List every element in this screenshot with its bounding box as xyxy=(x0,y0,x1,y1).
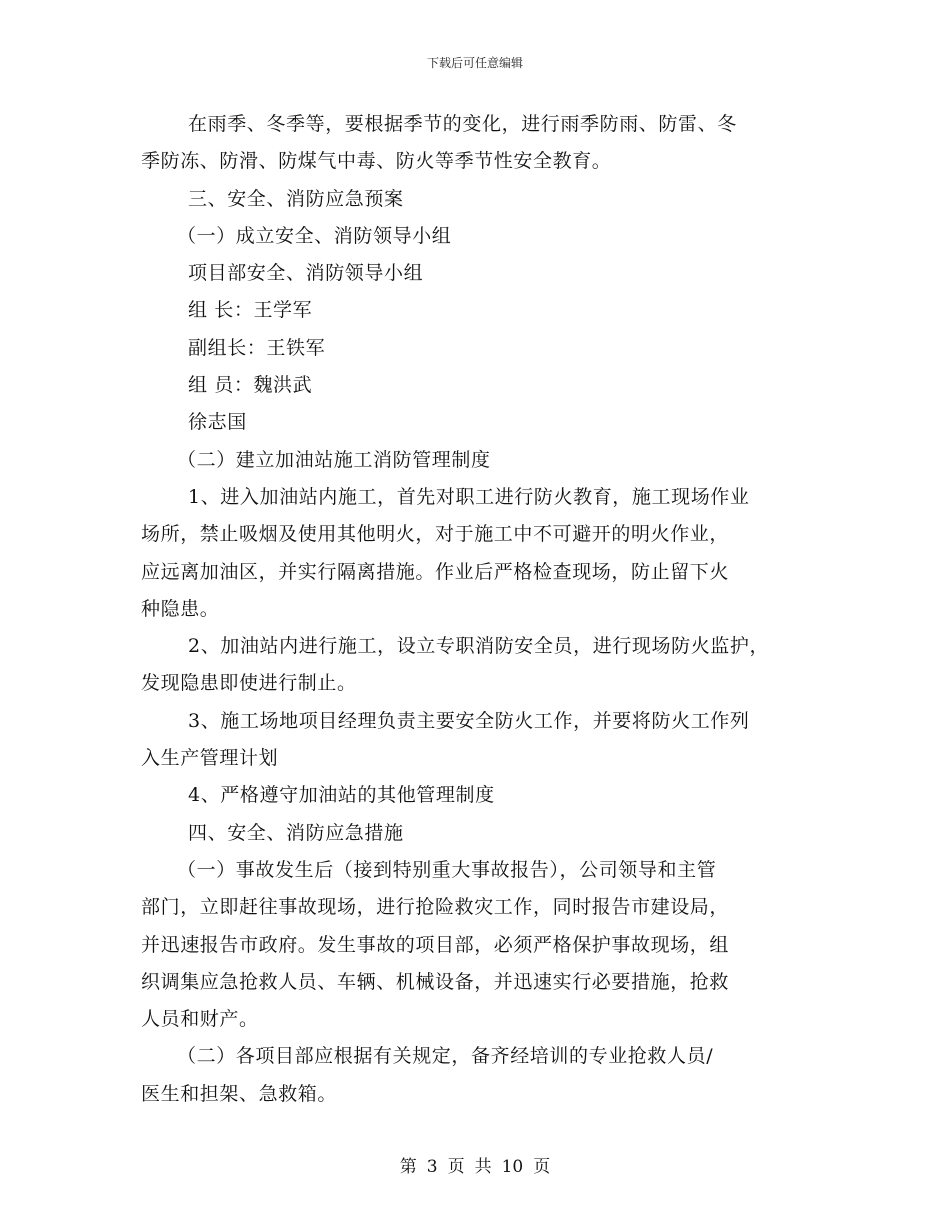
page-label-pre: 第 xyxy=(399,1157,417,1177)
page-current: 3 xyxy=(426,1157,438,1177)
text-line: 2、加油站内进行施工，设立专职消防安全员，进行现场防火监护， xyxy=(188,635,770,658)
text-line: 3、施工场地项目经理负责主要安全防火工作，并要将防火工作列 xyxy=(188,709,750,732)
text-line: （二）建立加油站施工消防管理制度 xyxy=(177,448,491,471)
page-total: 10 xyxy=(501,1157,524,1177)
page-label-post: 页 xyxy=(533,1157,551,1177)
text-line: 发现隐患即使进行制止。 xyxy=(141,672,357,695)
page-label-mid: 页 xyxy=(447,1157,465,1177)
text-line: 项目部安全、消防领导小组 xyxy=(188,262,424,285)
text-line: 种隐患。 xyxy=(141,597,220,620)
header-note: 下载后可任意编辑 xyxy=(426,56,523,70)
text-line: （二）各项目部应根据有关规定，备齐经培训的专业抢救人员/ xyxy=(177,1045,714,1068)
page-number xyxy=(0,1152,950,1177)
text-line: 副组长：王铁军 xyxy=(188,336,326,359)
text-line: 在雨季、冬季等，要根据季节的变化，进行雨季防雨、防雷、冬 xyxy=(188,113,737,135)
text-line: 医生和担架、急救箱。 xyxy=(141,1082,338,1105)
text-line: 三、安全、消防应急预案 xyxy=(188,187,404,210)
text-line: 徐志国 xyxy=(188,411,247,434)
text-line: 人员和财产。 xyxy=(141,1008,259,1031)
text-line: 应远离加油区，并实行隔离措施。作业后严格检查现场，防止留下火 xyxy=(141,560,730,583)
text-line: 入生产管理计划 xyxy=(141,747,279,770)
text-line: 组 长：王学军 xyxy=(188,299,313,322)
text-line: （一）事故发生后（接到特别重大事故报告），公司领导和主管 xyxy=(177,858,717,881)
document-body xyxy=(141,106,821,1113)
text-line: （一）成立安全、消防领导小组 xyxy=(177,224,452,247)
text-line: 四、安全、消防应急措施 xyxy=(188,821,404,844)
page-label-total: 共 xyxy=(474,1157,492,1177)
text-line: 部门，立即赶往事故现场，进行抢险救灾工作，同时报告市建设局， xyxy=(141,896,730,919)
text-line: 场所，禁止吸烟及使用其他明火，对于施工中不可避开的明火作业， xyxy=(141,523,730,546)
text-line: 1、进入加油站内施工，首先对职工进行防火教育，施工现场作业 xyxy=(188,485,750,508)
text-line: 并迅速报告市政府。发生事故的项目部，必须严格保护事故现场，组 xyxy=(141,933,730,956)
text-line: 季防冻、防滑、防煤气中毒、防火等季节性安全教育。 xyxy=(141,150,612,173)
text-line: 4、严格遵守加油站的其他管理制度 xyxy=(188,784,495,807)
text-line: 组 员：魏洪武 xyxy=(188,374,313,397)
text-line: 织调集应急抢救人员、车辆、机械设备，并迅速实行必要措施，抢救 xyxy=(141,970,730,993)
